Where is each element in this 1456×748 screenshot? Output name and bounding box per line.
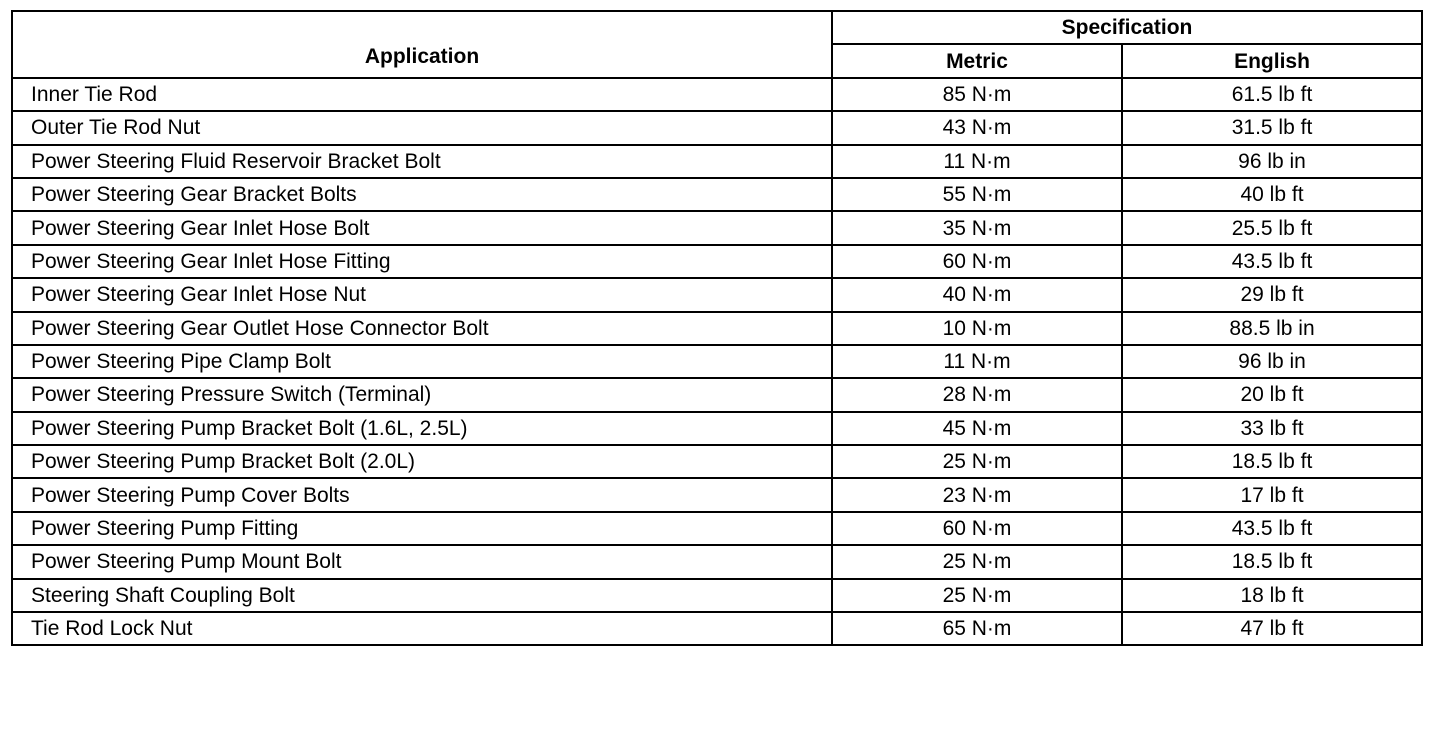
metric-cell: 60 N·m [832,512,1122,545]
application-cell: Power Steering Gear Outlet Hose Connector Bolt [12,312,832,345]
table-row [12,278,1422,311]
metric-cell: 25 N·m [832,579,1122,612]
table-row [12,312,1422,345]
english-cell: 18.5 lb ft [1122,445,1422,478]
metric-cell: 25 N·m [832,545,1122,578]
english-cell: 18.5 lb ft [1122,545,1422,578]
english-cell: 29 lb ft [1122,278,1422,311]
english-cell: 25.5 lb ft [1122,211,1422,244]
table-row [12,512,1422,545]
english-cell: 88.5 lb in [1122,312,1422,345]
metric-cell: 40 N·m [832,278,1122,311]
english-cell: 17 lb ft [1122,478,1422,511]
application-cell: Power Steering Pump Bracket Bolt (1.6L, 2.5L) [12,412,832,445]
metric-cell: 45 N·m [832,412,1122,445]
table-row [12,445,1422,478]
application-cell: Power Steering Fluid Reservoir Bracket Bolt [12,145,832,178]
english-cell: 96 lb in [1122,145,1422,178]
english-cell: 18 lb ft [1122,579,1422,612]
metric-cell: 23 N·m [832,478,1122,511]
english-column-header: English [1122,44,1422,77]
application-cell: Tie Rod Lock Nut [12,612,832,645]
application-cell: Power Steering Pipe Clamp Bolt [12,345,832,378]
english-cell: 47 lb ft [1122,612,1422,645]
english-cell: 43.5 lb ft [1122,512,1422,545]
metric-cell: 25 N·m [832,445,1122,478]
header-row-top [12,11,1422,44]
application-cell: Inner Tie Rod [12,78,832,111]
table-row [12,412,1422,445]
metric-cell: 60 N·m [832,245,1122,278]
table-row [12,579,1422,612]
table-row [12,211,1422,244]
table-row [12,478,1422,511]
table-row [12,545,1422,578]
metric-column-header: Metric [832,44,1122,77]
metric-cell: 10 N·m [832,312,1122,345]
table-row [12,612,1422,645]
table-row [12,378,1422,411]
application-cell: Power Steering Gear Inlet Hose Fitting [12,245,832,278]
table-row [12,245,1422,278]
table-row [12,78,1422,111]
english-cell: 96 lb in [1122,345,1422,378]
table-body [12,78,1422,646]
metric-cell: 11 N·m [832,345,1122,378]
application-cell: Power Steering Pump Mount Bolt [12,545,832,578]
table-row [12,145,1422,178]
metric-cell: 55 N·m [832,178,1122,211]
application-cell: Power Steering Gear Inlet Hose Bolt [12,211,832,244]
metric-cell: 35 N·m [832,211,1122,244]
application-cell: Power Steering Gear Bracket Bolts [12,178,832,211]
english-cell: 20 lb ft [1122,378,1422,411]
torque-specification-table [11,10,1423,646]
metric-cell: 11 N·m [832,145,1122,178]
metric-cell: 43 N·m [832,111,1122,144]
specification-column-header: Specification [832,11,1422,44]
application-cell: Steering Shaft Coupling Bolt [12,579,832,612]
application-column-header: Application [12,11,832,78]
metric-cell: 65 N·m [832,612,1122,645]
application-cell: Outer Tie Rod Nut [12,111,832,144]
english-cell: 33 lb ft [1122,412,1422,445]
table-row [12,178,1422,211]
english-cell: 31.5 lb ft [1122,111,1422,144]
english-cell: 43.5 lb ft [1122,245,1422,278]
table-row [12,345,1422,378]
metric-cell: 85 N·m [832,78,1122,111]
application-cell: Power Steering Pump Fitting [12,512,832,545]
table-header [12,11,1422,78]
application-cell: Power Steering Pressure Switch (Terminal) [12,378,832,411]
application-cell: Power Steering Pump Cover Bolts [12,478,832,511]
metric-cell: 28 N·m [832,378,1122,411]
application-cell: Power Steering Gear Inlet Hose Nut [12,278,832,311]
english-cell: 61.5 lb ft [1122,78,1422,111]
table-row [12,111,1422,144]
english-cell: 40 lb ft [1122,178,1422,211]
application-cell: Power Steering Pump Bracket Bolt (2.0L) [12,445,832,478]
